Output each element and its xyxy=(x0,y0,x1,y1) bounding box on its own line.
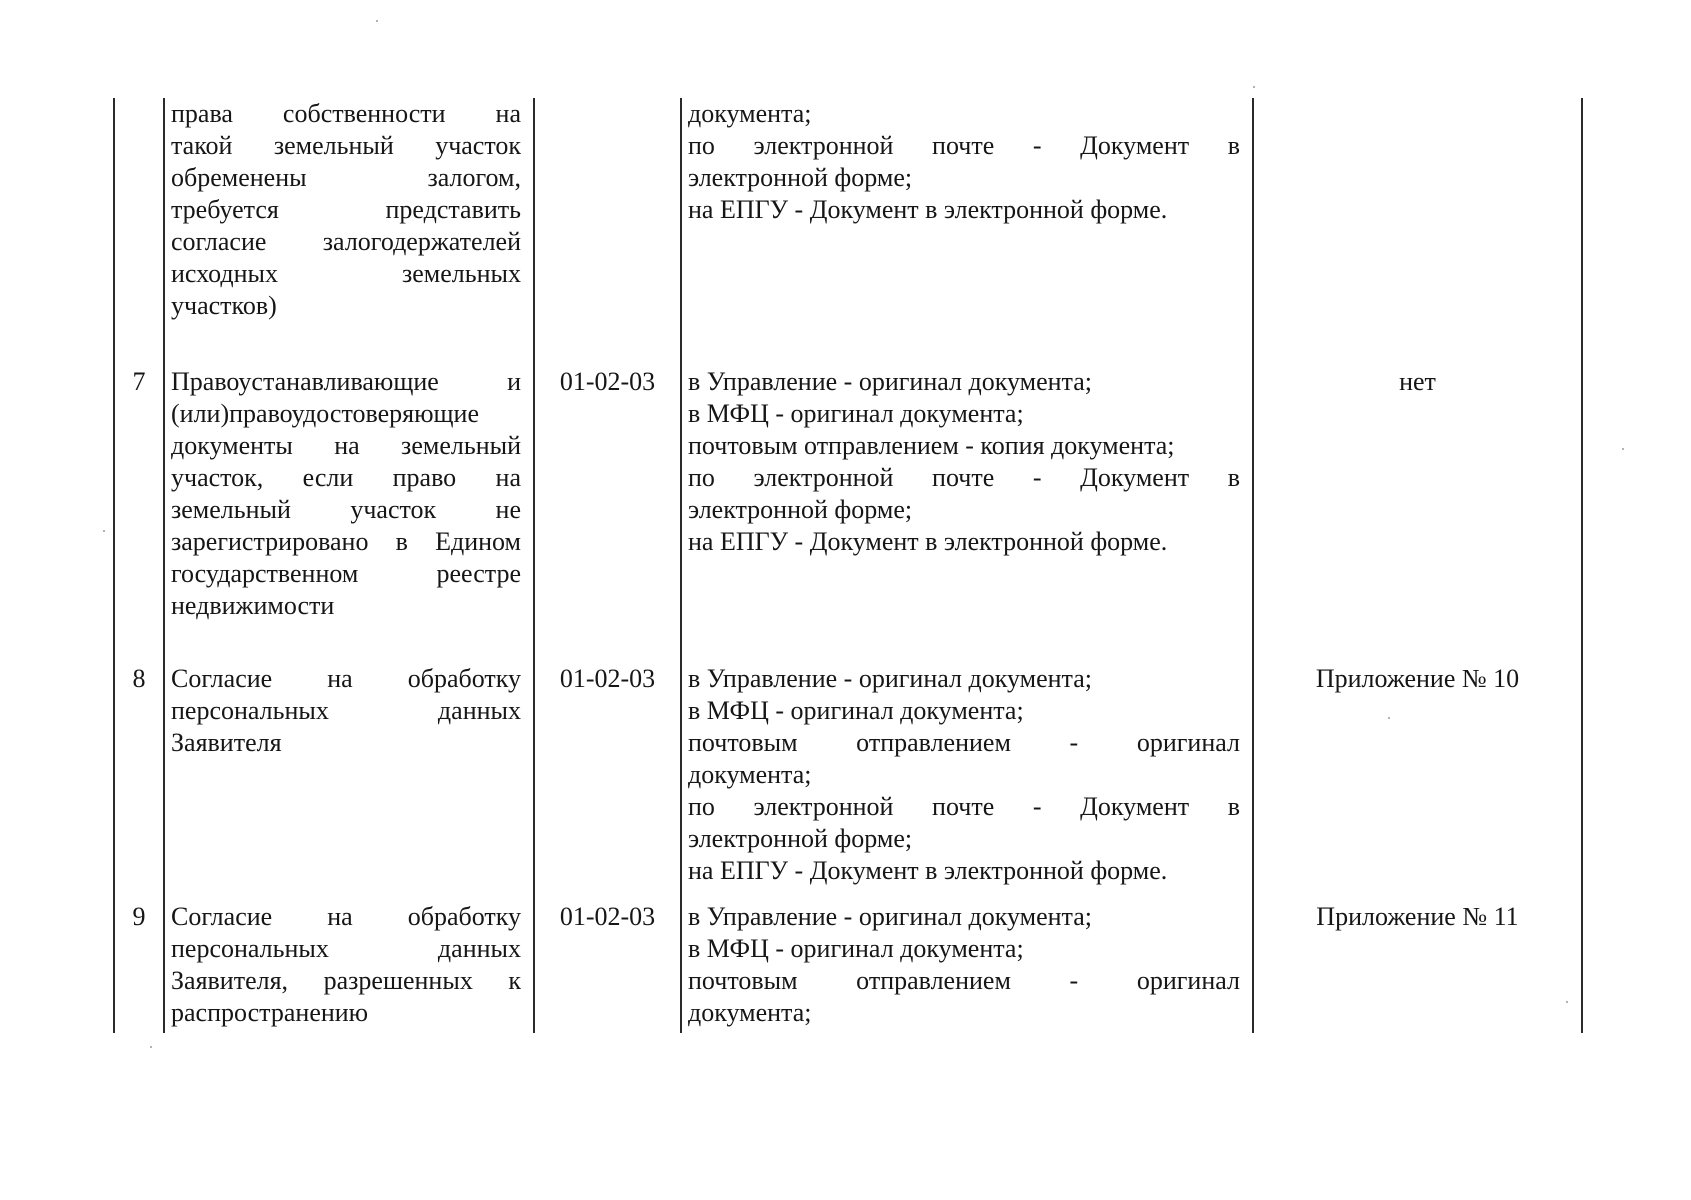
text-line: электронной форме; xyxy=(688,824,913,853)
text-line: обременены залогом, xyxy=(171,163,521,192)
table-row xyxy=(114,98,1582,366)
document-code: 01-02-03 xyxy=(534,663,681,901)
text-line: почтовым отправлением - оригинал xyxy=(688,966,1240,995)
scan-speck xyxy=(1253,86,1255,88)
text-line: недвижимости xyxy=(171,591,335,620)
text-line: документа; xyxy=(688,998,812,1027)
text-line: в МФЦ - оригинал документа; xyxy=(688,696,1024,725)
text-line: Согласие на обработку xyxy=(171,902,521,931)
scan-speck xyxy=(150,1046,152,1048)
text-line: участок, если право на xyxy=(171,463,521,492)
scan-speck xyxy=(1388,717,1390,719)
text-line: такой земельный участок xyxy=(171,131,521,160)
row-number: 8 xyxy=(114,663,164,901)
scan-speck xyxy=(1566,1001,1568,1003)
text-line: в МФЦ - оригинал документа; xyxy=(688,399,1024,428)
text-line: в Управление - оригинал документа; xyxy=(688,367,1092,396)
text-line: на ЕПГУ - Документ в электронной форме. xyxy=(688,195,1168,224)
text-line: в Управление - оригинал документа; xyxy=(688,664,1092,693)
document-code: 01-02-03 xyxy=(534,366,681,663)
document-name xyxy=(164,98,534,366)
document-name xyxy=(164,901,534,1033)
submission-methods xyxy=(681,901,1253,1033)
submission-methods xyxy=(681,98,1253,366)
row-number: 9 xyxy=(114,901,164,1033)
text-line: участков) xyxy=(171,291,277,320)
scan-speck xyxy=(1622,448,1624,450)
submission-methods xyxy=(681,366,1253,663)
text-line: Заявителя xyxy=(171,728,282,757)
appendix-reference: нет xyxy=(1253,366,1582,663)
text-line: на ЕПГУ - Документ в электронной форме. xyxy=(688,527,1168,556)
row-number xyxy=(114,98,164,366)
scan-speck xyxy=(376,20,378,22)
appendix-reference xyxy=(1253,98,1582,366)
text-line: электронной форме; xyxy=(688,163,913,192)
appendix-reference: Приложение № 11 xyxy=(1253,901,1582,1033)
text-line: по электронной почте - Документ в xyxy=(688,463,1240,492)
text-line: зарегистрировано в Едином xyxy=(171,527,521,556)
text-line: Согласие на обработку xyxy=(171,664,521,693)
text-line: электронной форме; xyxy=(688,495,913,524)
text-line: исходных земельных xyxy=(171,259,521,288)
documents-table xyxy=(113,98,1583,1033)
text-line: персональных данных xyxy=(171,696,521,725)
document-code xyxy=(534,98,681,366)
table-row xyxy=(114,366,1582,663)
text-line: на ЕПГУ - Документ в электронной форме. xyxy=(688,856,1168,885)
text-line: в МФЦ - оригинал документа; xyxy=(688,934,1024,963)
table-row xyxy=(114,901,1582,1033)
row-number: 7 xyxy=(114,366,164,663)
table-row xyxy=(114,663,1582,901)
text-line: земельный участок не xyxy=(171,495,521,524)
text-line: требуется представить xyxy=(171,195,521,224)
text-line: в Управление - оригинал документа; xyxy=(688,902,1092,931)
text-line: Правоустанавливающие и xyxy=(171,367,521,396)
text-line: (или)правоудостоверяющие xyxy=(171,399,480,428)
document-code: 01-02-03 xyxy=(534,901,681,1033)
text-line: по электронной почте - Документ в xyxy=(688,792,1240,821)
text-line: документа; xyxy=(688,99,812,128)
text-line: документы на земельный xyxy=(171,431,521,460)
text-line: распространению xyxy=(171,998,369,1027)
text-line: по электронной почте - Документ в xyxy=(688,131,1240,160)
submission-methods xyxy=(681,663,1253,901)
document-name xyxy=(164,663,534,901)
text-line: персональных данных xyxy=(171,934,521,963)
text-line: согласие залогодержателей xyxy=(171,227,521,256)
text-line: права собственности на xyxy=(171,99,521,128)
text-line: государственном реестре xyxy=(171,559,521,588)
text-line: почтовым отправлением - копия документа; xyxy=(688,431,1175,460)
text-line: документа; xyxy=(688,760,812,789)
text-line: Заявителя, разрешенных к xyxy=(171,966,521,995)
document-name xyxy=(164,366,534,663)
appendix-reference: Приложение № 10 xyxy=(1253,663,1582,901)
scan-speck xyxy=(103,530,105,532)
text-line: почтовым отправлением - оригинал xyxy=(688,728,1240,757)
